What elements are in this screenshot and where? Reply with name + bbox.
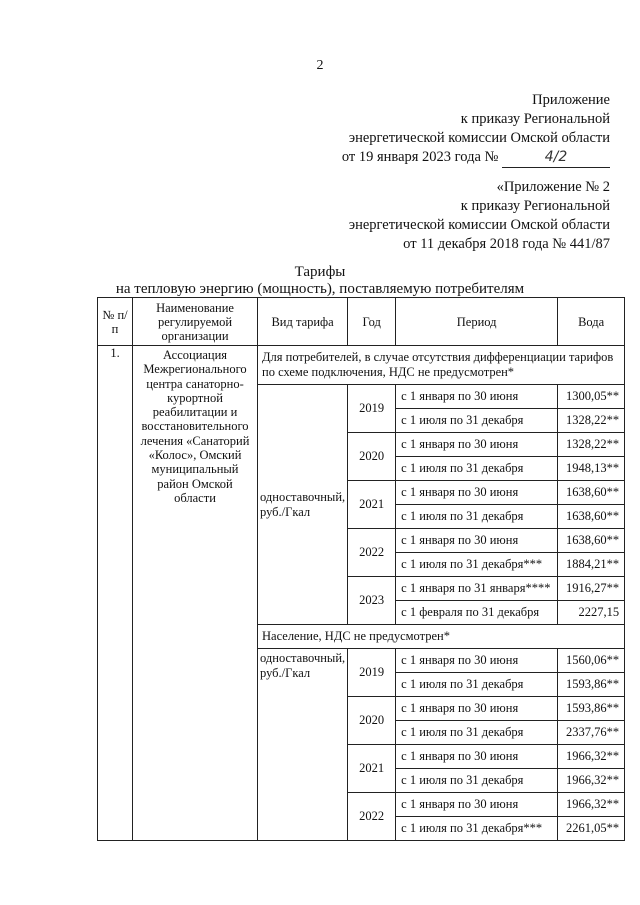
appendix2-date: от 11 декабря 2018 года № 441/87 — [403, 236, 610, 252]
year-cell: 2023 — [348, 577, 396, 625]
period-cell: с 1 июля по 31 декабря — [396, 673, 558, 697]
period-cell: с 1 июля по 31 декабря*** — [396, 817, 558, 841]
period-cell: с 1 июля по 31 декабря — [396, 721, 558, 745]
header-year: Год — [348, 298, 396, 346]
water-value: 1300,05** — [558, 385, 625, 409]
water-value: 2227,15 — [558, 601, 625, 625]
period-cell: с 1 января по 30 июня — [396, 793, 558, 817]
appendix-original-header — [349, 178, 610, 254]
water-value: 2261,05** — [558, 817, 625, 841]
period-cell: с 1 января по 30 июня — [396, 745, 558, 769]
table-header-row — [98, 298, 625, 346]
group-caption: Население, НДС не предусмотрен* — [258, 625, 625, 649]
appendix-date: от 19 января 2023 года № — [341, 149, 499, 165]
period-cell: с 1 февраля по 31 декабря — [396, 601, 558, 625]
header-tariff-type: Вид тарифа — [258, 298, 348, 346]
page-number: 2 — [316, 58, 324, 73]
year-cell: 2022 — [348, 529, 396, 577]
period-cell: с 1 января по 31 января**** — [396, 577, 558, 601]
period-cell: с 1 июля по 31 декабря — [396, 409, 558, 433]
document-title — [0, 264, 640, 298]
period-cell: с 1 июля по 31 декабря — [396, 769, 558, 793]
appendix-current-header — [342, 91, 610, 168]
water-value: 2337,76** — [558, 721, 625, 745]
appendix-commission: энергетической комиссии Омской области — [348, 130, 610, 146]
period-cell: с 1 июля по 31 декабря — [396, 457, 558, 481]
header-org: Наименование регулируемой организации — [133, 298, 258, 346]
water-value: 1593,86** — [558, 697, 625, 721]
year-cell: 2019 — [348, 649, 396, 697]
water-value: 1966,32** — [558, 745, 625, 769]
period-cell: с 1 января по 30 июня — [396, 529, 558, 553]
period-cell: с 1 января по 30 июня — [396, 385, 558, 409]
period-cell: с 1 января по 30 июня — [396, 433, 558, 457]
organization-name: Ассоциация Межрегионального центра санаторно-курортной реабилитации и восстановительного лечения «Санаторий «Колос», Омский муниципальный район Омской области — [133, 346, 258, 841]
group-caption: Для потребителей, в случае отсутствия дифференциации тарифов по схеме подключения, НДС не предусмотрен* — [258, 346, 625, 385]
water-value: 1638,60** — [558, 505, 625, 529]
tariff-type: одноставочный, руб./Гкал — [258, 385, 348, 625]
appendix-order-ref: к приказу Региональной — [460, 111, 610, 127]
water-value: 1328,22** — [558, 409, 625, 433]
period-cell: с 1 января по 30 июня — [396, 697, 558, 721]
year-cell: 2020 — [348, 433, 396, 481]
title-main: Тарифы — [294, 264, 346, 280]
water-value: 1948,13** — [558, 457, 625, 481]
appendix-date-line — [342, 148, 610, 168]
header-water: Вода — [558, 298, 625, 346]
water-value: 1966,32** — [558, 793, 625, 817]
tariff-type: одноставочный, руб./Гкал — [258, 649, 348, 841]
header-period: Период — [396, 298, 558, 346]
water-value: 1916,27** — [558, 577, 625, 601]
order-number-handwritten: 4/2 — [502, 148, 610, 168]
appendix2-label: «Приложение № 2 — [496, 179, 610, 195]
water-value: 1966,32** — [558, 769, 625, 793]
water-value: 1884,21** — [558, 553, 625, 577]
year-cell: 2019 — [348, 385, 396, 433]
period-cell: с 1 июля по 31 декабря*** — [396, 553, 558, 577]
appendix-label: Приложение — [532, 92, 610, 108]
year-cell: 2021 — [348, 481, 396, 529]
appendix2-commission: энергетической комиссии Омской области — [348, 217, 610, 233]
appendix2-order-ref: к приказу Региональной — [460, 198, 610, 214]
tariff-table — [97, 297, 625, 841]
water-value: 1593,86** — [558, 673, 625, 697]
water-value: 1560,06** — [558, 649, 625, 673]
row-number: 1. — [98, 346, 133, 841]
water-value: 1328,22** — [558, 433, 625, 457]
header-num: № п/п — [98, 298, 133, 346]
period-cell: с 1 января по 30 июня — [396, 649, 558, 673]
period-cell: с 1 июля по 31 декабря — [396, 505, 558, 529]
group-caption-row — [98, 346, 625, 385]
year-cell: 2022 — [348, 793, 396, 841]
water-value: 1638,60** — [558, 481, 625, 505]
period-cell: с 1 января по 30 июня — [396, 481, 558, 505]
title-sub: на тепловую энергию (мощность), поставляемую потребителям — [115, 281, 525, 297]
year-cell: 2020 — [348, 697, 396, 745]
year-cell: 2021 — [348, 745, 396, 793]
water-value: 1638,60** — [558, 529, 625, 553]
